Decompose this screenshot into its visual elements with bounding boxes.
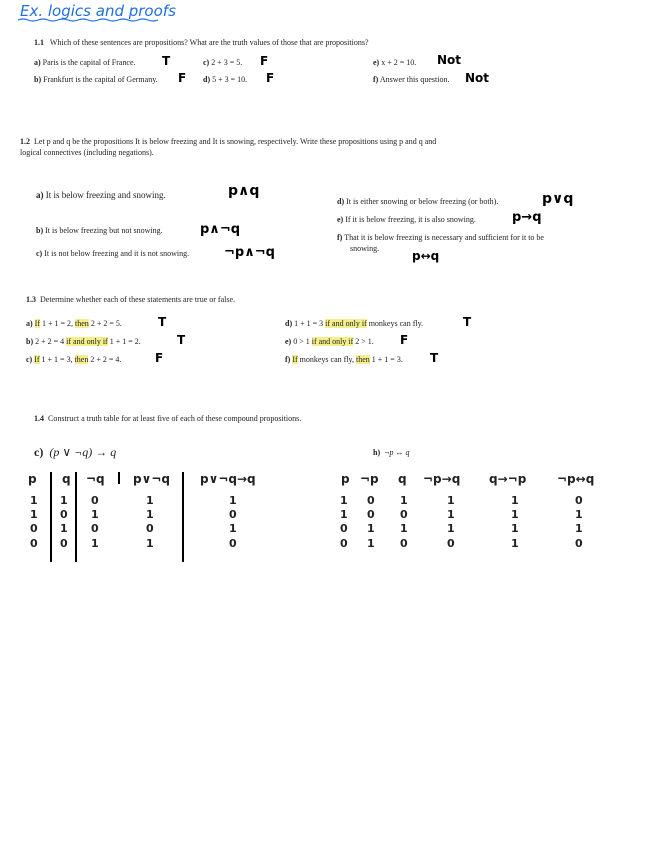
table-cell: 0 [229,508,237,521]
table-cell: 1 [229,494,237,507]
table-cell: 1 [400,522,408,535]
answer-handwritten: p∨q [542,191,574,207]
table-cell: 0 [575,537,583,550]
table-header: p [341,472,350,486]
question-text: Which of these sentences are propositions? What are the truth values of those that are propositions? [49,38,369,47]
expr-c: c) (p ∨ ¬q) → q [34,445,117,459]
answer-handwritten: F [155,351,164,365]
table-cell: 0 [400,537,408,550]
table-cell: 0 [367,508,375,521]
table-cell: 0 [146,522,154,535]
table-cell: 0 [367,494,375,507]
section-1-4-question: 1.4 Construct a truth table for at least five of each of these compound propositions. [34,414,302,423]
table-header: q [62,472,71,486]
table-cell: 1 [146,494,154,507]
expr-h: h) ¬p ↔ q [373,448,410,457]
table-cell: 1 [91,508,99,521]
item-1-3-e: e) 0 > 1 if and only if 2 > 1. [285,337,374,346]
table-cell: 0 [60,508,68,521]
table-divider [50,472,52,562]
item-1-1-e: e) x + 2 = 10. [373,58,417,67]
answer-handwritten: F [260,54,269,68]
table-cell: 0 [340,522,348,535]
table-cell: 0 [30,522,38,535]
item-1-1-d: d) 5 + 3 = 10. [203,75,248,84]
table-cell: 1 [575,508,583,521]
section-number: 1.1 [34,38,44,47]
table-cell: 1 [367,537,375,550]
table-header: ¬p→q [423,472,461,486]
table-header: ¬p↔q [557,472,595,486]
table-cell: 1 [60,494,68,507]
table-cell: 1 [229,522,237,535]
table-header: p∨¬q→q [200,472,256,486]
item-1-2-a: a) It is below freezing and snowing. [36,190,166,200]
item-1-3-d: d) 1 + 1 = 3 if and only if monkeys can fly. [285,319,424,328]
table-header: p∨¬q [133,472,170,486]
item-1-2-f: f) That it is below freezing is necessary and sufficient for it to be [337,233,544,242]
table-divider [75,472,77,562]
table-cell: 1 [511,494,519,507]
table-header: q→¬p [489,472,527,486]
table-cell: 0 [447,537,455,550]
table-cell: 0 [91,494,99,507]
table-cell: 1 [340,508,348,521]
answer-handwritten: F [266,71,275,85]
answer-handwritten: T [430,351,439,365]
table-cell: 1 [447,522,455,535]
table-cell: 1 [447,508,455,521]
answer-handwritten: T [177,333,186,347]
table-cell: 1 [367,522,375,535]
table-cell: 1 [575,522,583,535]
section-1-1-question [34,38,369,48]
table-cell: 0 [575,494,583,507]
item-1-2-b: b) It is below freezing but not snowing. [36,226,163,235]
page-title: Ex. logics and proofs [20,2,176,20]
table-cell: 1 [60,522,68,535]
table-cell: 1 [447,494,455,507]
table-cell: 1 [146,537,154,550]
answer-handwritten: Not [465,71,490,85]
table-cell: 0 [60,537,68,550]
answer-handwritten: ¬p∧¬q [224,245,275,260]
item-1-1-a: a) Paris is the capital of France. [34,58,136,67]
item-1-3-f: f) If monkeys can fly, then 1 + 1 = 3. [285,355,403,364]
table-cell: 1 [30,508,38,521]
answer-handwritten: F [178,71,187,85]
item-1-3-c: c) If 1 + 1 = 3, then 2 + 2 = 4. [26,355,122,364]
table-header: ¬q [86,472,105,486]
section-1-2-question: 1.2 Let p and q be the propositions It is below freezing and It is snowing, respectively. Write these propositions using p and q and [20,137,437,146]
item-1-3-a: a) If 1 + 1 = 2, then 2 + 2 = 5. [26,319,122,328]
table-cell: 1 [511,537,519,550]
table-cell: 1 [511,508,519,521]
item-1-1-c: c) 2 + 3 = 5. [203,58,243,67]
table-cell: 1 [30,494,38,507]
item-1-3-b: b) 2 + 2 = 4 if and only if 1 + 1 = 2. [26,337,141,346]
item-1-2-e: e) If it is below freezing, it is also snowing. [337,215,476,224]
item-1-2-c: c) It is not below freezing and it is not snowing. [36,249,190,258]
table-cell: 0 [229,537,237,550]
answer-handwritten: p∧¬q [200,222,241,237]
title-underline [18,18,158,22]
answer-handwritten: Not [437,53,462,67]
answer-handwritten: p↔q [412,249,440,263]
item-1-1-b: b) Frankfurt is the capital of Germany. [34,75,158,84]
item-1-1-f: f) Answer this question. [373,75,450,84]
answer-handwritten: T [463,315,472,329]
answer-handwritten: p∧q [228,183,260,199]
table-cell: 0 [340,537,348,550]
table-header: ¬p [360,472,379,486]
table-header: p [28,472,37,486]
table-cell: 1 [340,494,348,507]
table-divider [118,472,120,484]
table-cell: 1 [400,494,408,507]
table-cell: 1 [91,537,99,550]
answer-handwritten: p→q [512,210,542,225]
table-divider [182,472,184,562]
answer-handwritten: F [400,333,409,347]
table-cell: 0 [400,508,408,521]
section-1-3-question: 1.3 Determine whether each of these statements are true or false. [26,295,236,304]
table-cell: 0 [30,537,38,550]
table-header: q [398,472,407,486]
answer-handwritten: T [158,315,167,329]
section-1-2-question-cont: logical connectives (including negations). [20,148,154,157]
table-cell: 1 [146,508,154,521]
table-cell: 0 [91,522,99,535]
item-1-2-d: d) It is either snowing or below freezing (or both). [337,197,499,206]
table-cell: 1 [511,522,519,535]
answer-handwritten: T [162,54,171,68]
item-1-2-f-cont: snowing. [350,244,380,253]
